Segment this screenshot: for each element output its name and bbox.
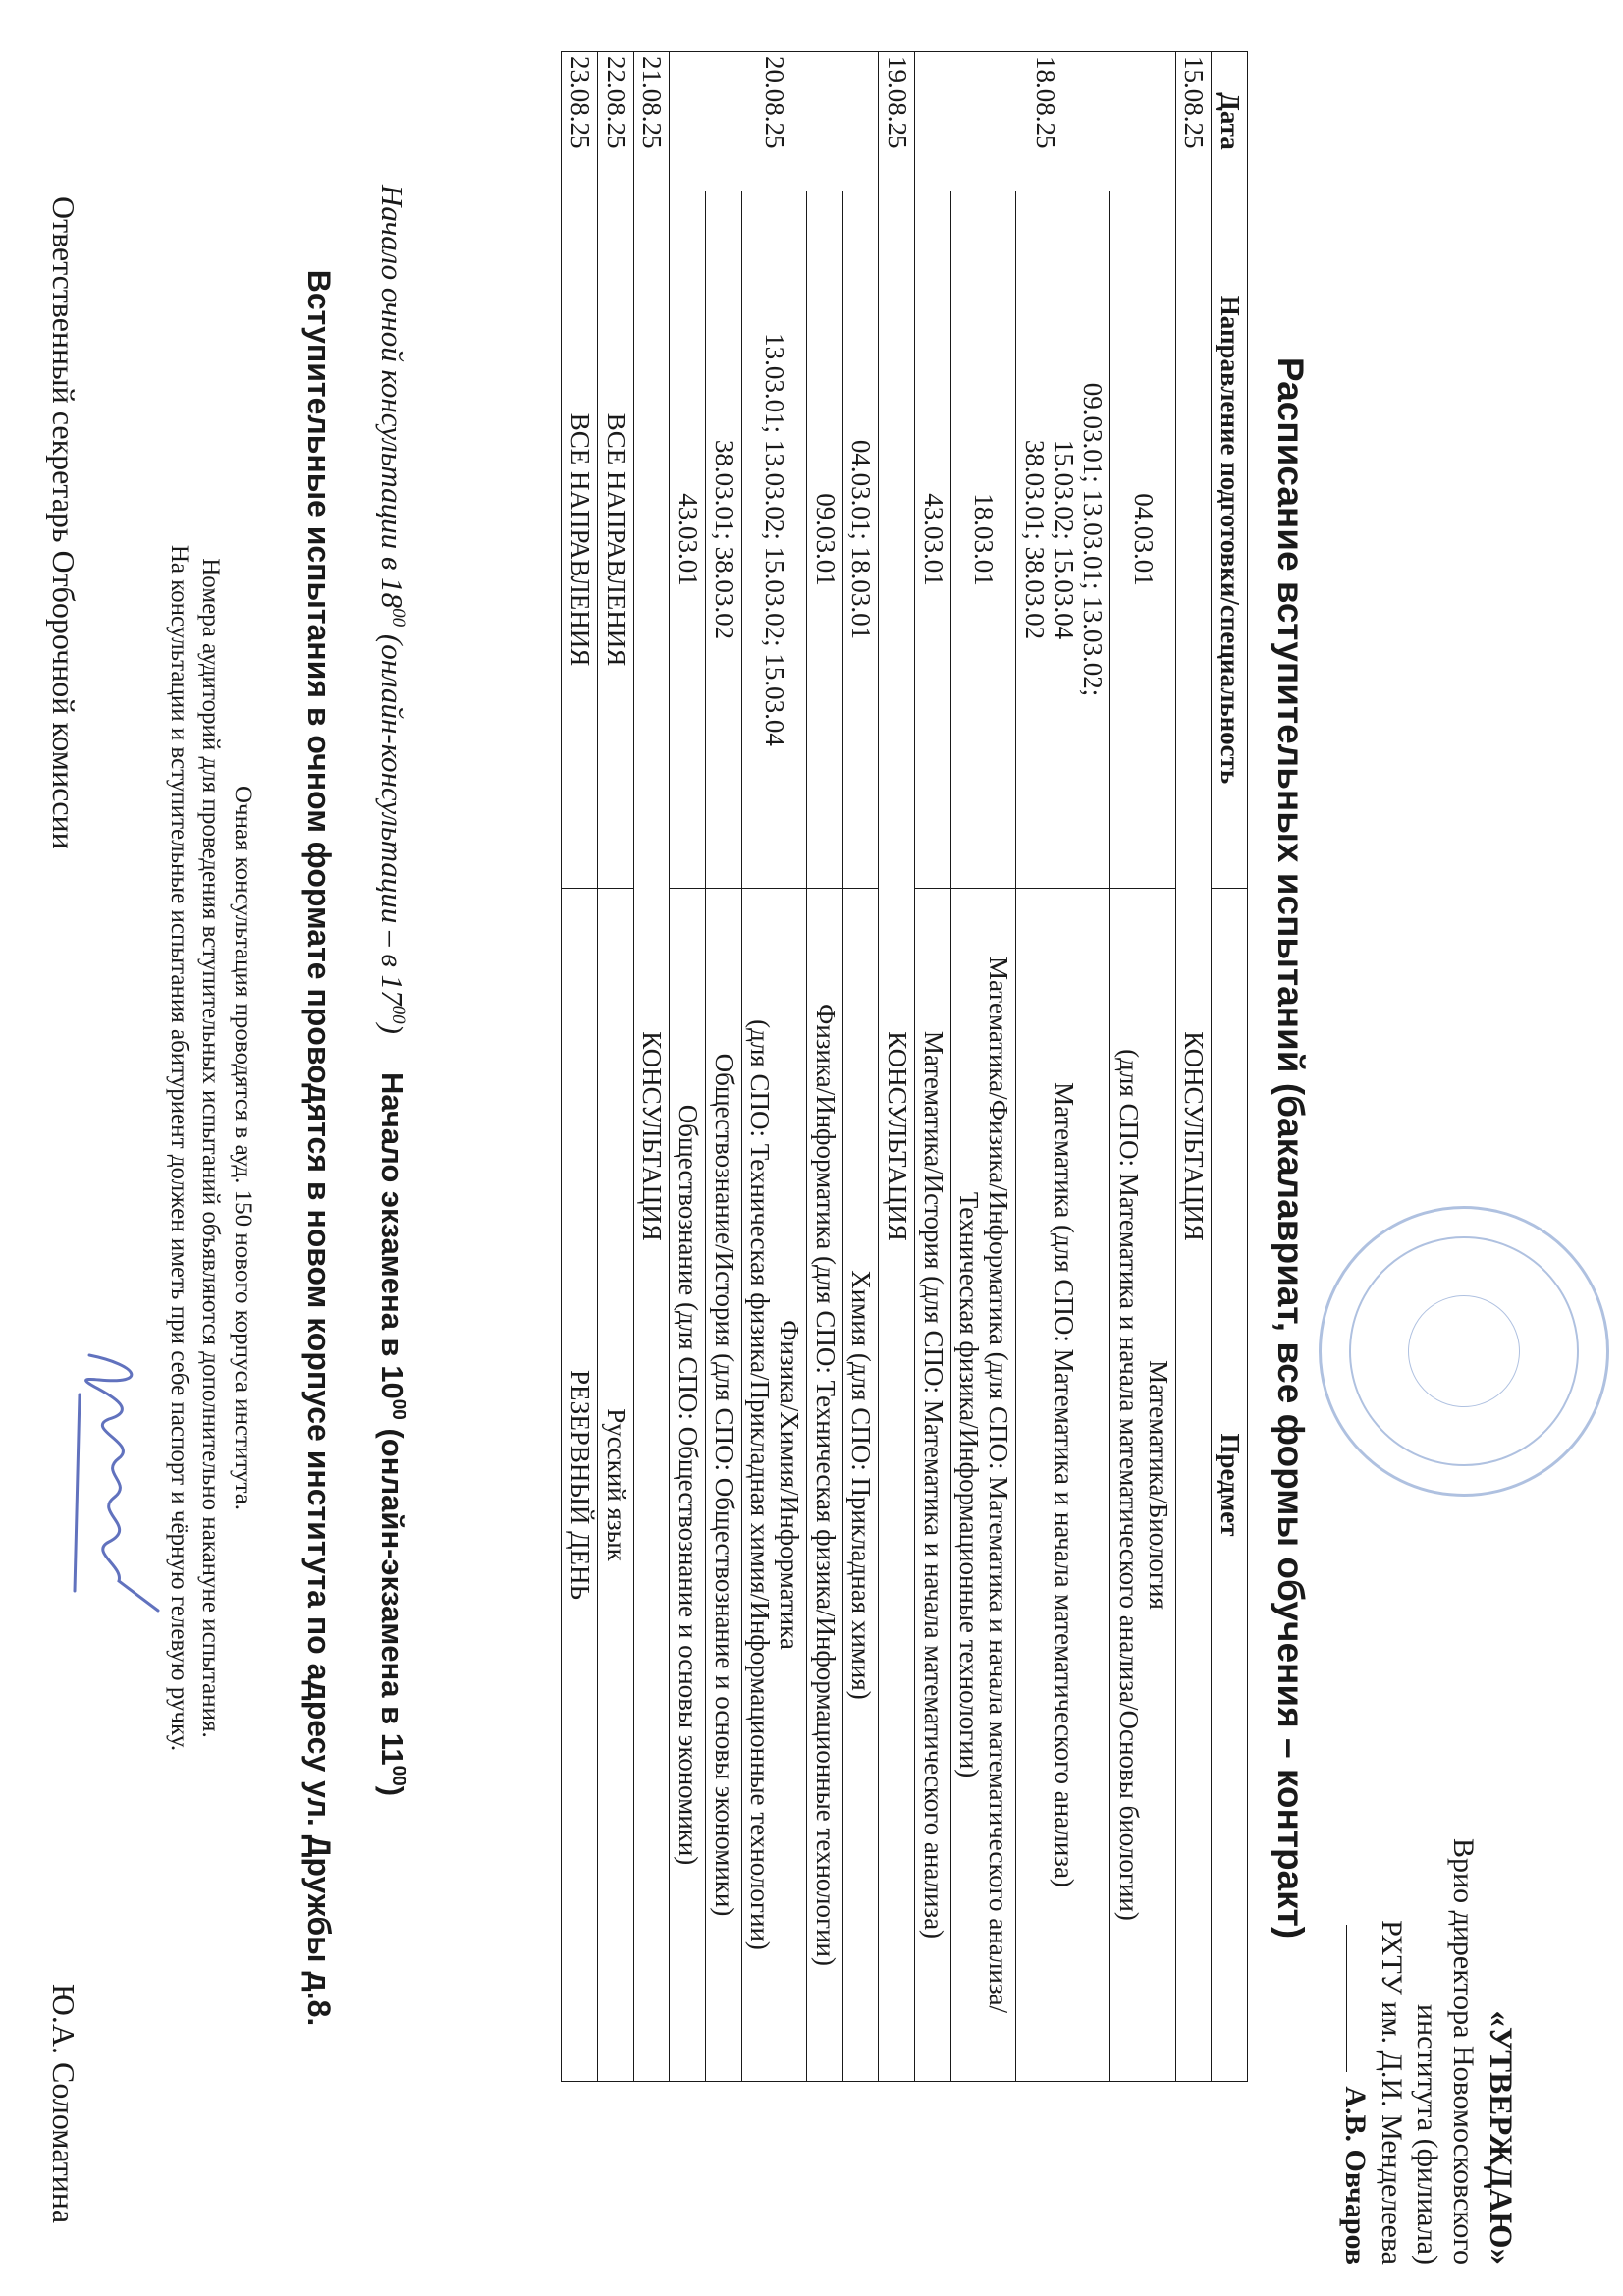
table-row <box>915 52 951 2082</box>
exam-online-text: (онлайн-экзамена в 11 <box>375 1419 409 1766</box>
note-line: Номера аудиторий для проведения вступительных испытаний объявляются дополнительно накануне испытания. <box>197 558 225 1738</box>
row-subject: Обществознание/История (для СПО: Обществознание и основы экономики) <box>706 889 742 2082</box>
row-direction: ВСЕ НАПРАВЛЕНИЯ <box>562 191 598 889</box>
consult-close-paren: ) <box>375 1023 409 1034</box>
consultation-start-note <box>374 185 409 1034</box>
header-direction: Направление подготовки/специальность <box>1212 191 1248 889</box>
row-subject-line: Физика/Химия/Информатика <box>775 1320 805 1650</box>
row-direction: 43.03.01 <box>915 191 951 889</box>
row-subject <box>1110 889 1175 2082</box>
row-direction: 43.03.01 <box>670 191 706 889</box>
approval-line-1: Врио директора Новомосковского <box>1446 1838 1480 2265</box>
row-date: 20.08.25 <box>670 52 879 191</box>
row-subject: РЕЗЕРВНЫЙ ДЕНЬ <box>562 889 598 2082</box>
row-subject: Математика/История (для СПО: Математика и начала математического анализа) <box>915 889 951 2082</box>
table-row <box>950 52 1015 2082</box>
table-row <box>562 52 598 2082</box>
secretary-name: Ю.А. Соломатина <box>46 1984 81 2224</box>
table-row <box>633 52 670 2082</box>
table-row <box>670 52 706 2082</box>
row-direction <box>1016 191 1110 889</box>
row-subject: Обществознание (для СПО: Обществознание и основы экономики) <box>670 889 706 2082</box>
row-date: 22.08.25 <box>597 52 633 191</box>
approval-line-2: института (филиала) <box>1411 2004 1444 2265</box>
table-row <box>807 52 843 2082</box>
row-subject: Математика (для СПО: Математика и начала математического анализа) <box>1016 889 1110 2082</box>
approver-name: А.В. Овчаров <box>1338 2086 1372 2265</box>
row-direction: 04.03.01 <box>1110 191 1175 889</box>
table-row <box>842 52 879 2082</box>
row-subject-line: (для СПО: Математика и начала математического анализа/Основы биологии) <box>1113 1049 1144 1921</box>
page-title: Расписание вступительных испытаний (бакалавриат, все формы обучения – контракт) <box>1271 356 1311 1940</box>
handwritten-signature <box>50 1336 178 1630</box>
row-subject-line: Математика/Биология <box>1143 1360 1173 1610</box>
secretary-position: Ответственный секретарь Отборочной комиссии <box>46 196 81 849</box>
row-direction: 04.03.01; 18.03.01 <box>842 191 879 889</box>
official-seal-icon <box>1284 1172 1623 1531</box>
signature-underline <box>1346 1925 1347 2072</box>
row-subject: КОНСУЛЬТАЦИЯ <box>879 191 915 2082</box>
note-line: На консультации и вступительные испытания абитуриент должен иметь при себе паспорт и чёрную гелевую ручку. <box>166 544 192 1752</box>
header-subject: Предмет <box>1212 889 1248 2082</box>
row-date: 18.08.25 <box>915 52 1176 191</box>
row-direction-line: 38.03.01; 38.03.02 <box>1019 439 1050 640</box>
row-direction: 09.03.01 <box>807 191 843 889</box>
header-date: Дата <box>1212 52 1248 191</box>
row-direction: 38.03.01; 38.03.02 <box>706 191 742 889</box>
row-date: 21.08.25 <box>633 52 670 191</box>
table-row <box>741 52 806 2082</box>
row-subject <box>741 889 806 2082</box>
row-subject: Математика/Физика/Информатика (для СПО: Математика и начала математического анализа/ Техническая физика/Информационные технологии) <box>950 889 1015 2082</box>
exam-close-paren: ) <box>375 1785 409 1797</box>
approval-block <box>1336 1832 1520 2265</box>
row-direction: 13.03.01; 13.03.02; 15.03.02; 15.03.04 <box>741 191 806 889</box>
row-date: 19.08.25 <box>879 52 915 191</box>
consult-start-text: Начало очной консультации в 18 <box>375 185 409 609</box>
row-date: 23.08.25 <box>562 52 598 191</box>
table-row <box>1110 52 1175 2082</box>
row-direction-line: 15.03.02; 15.03.04 <box>1049 439 1079 640</box>
row-date: 15.08.25 <box>1175 52 1212 191</box>
table-row <box>1175 52 1212 2082</box>
location-note: Вступительные испытания в очном формате проводятся в новом корпусе института по адресу ул. Дружбы д.8. <box>301 269 337 2027</box>
approval-signature-line <box>1336 1832 1373 2265</box>
approval-heading: «УТВЕРЖДАЮ» <box>1483 2010 1518 2265</box>
exam-start-text: Начало экзамена в 10 <box>375 1072 409 1399</box>
row-direction: ВСЕ НАПРАВЛЕНИЯ <box>597 191 633 889</box>
row-subject: Русский язык <box>597 889 633 2082</box>
approval-line-3: РХТУ им. Д.И. Менделеева <box>1375 1920 1408 2265</box>
table-row <box>597 52 633 2082</box>
row-direction-line: 09.03.01; 13.03.01; 13.03.02; <box>1078 382 1109 697</box>
consult-online-sup: 00 <box>388 1005 408 1024</box>
table-row <box>1016 52 1110 2082</box>
note-line: Очная консультация проводятся в ауд. 150 нового корпуса института. <box>230 785 256 1511</box>
exam-start-sup: 00 <box>388 1398 408 1420</box>
row-subject: Химия (для СПО: Прикладная химия) <box>842 889 879 2082</box>
row-subject: КОНСУЛЬТАЦИЯ <box>1175 191 1212 2082</box>
row-subject: КОНСУЛЬТАЦИЯ <box>633 191 670 2082</box>
consult-online-text: (онлайн-консультации – в 17 <box>375 627 409 1006</box>
exam-start-note <box>374 1072 409 1796</box>
schedule-table <box>561 51 1248 2082</box>
row-subject-line: (для СПО: Техническая физика/Прикладная химия/Информационные технологии) <box>745 1019 776 1950</box>
notes-block <box>163 0 259 2296</box>
table-row <box>706 52 742 2082</box>
consult-start-sup: 00 <box>388 608 408 628</box>
row-direction: 18.03.01 <box>950 191 1015 889</box>
table-header-row <box>1212 52 1248 2082</box>
row-subject: Физика/Информатика (для СПО: Техническая физика/Информационные технологии) <box>807 889 843 2082</box>
table-row <box>879 52 915 2082</box>
exam-online-sup: 00 <box>388 1765 408 1786</box>
